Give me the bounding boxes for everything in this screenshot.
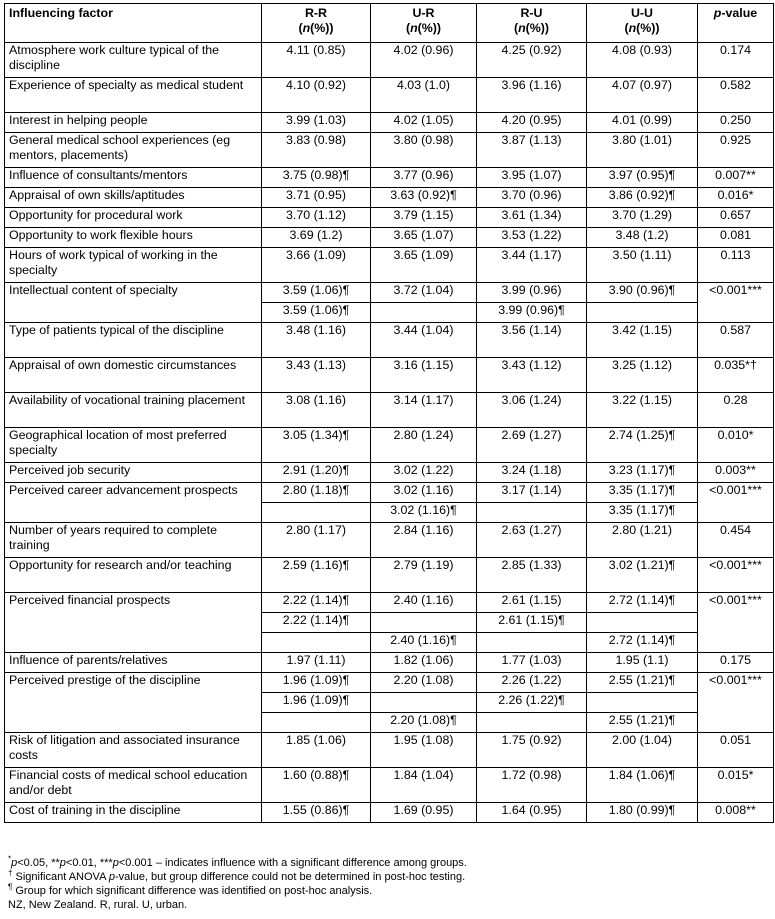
table-row: [5, 523, 774, 558]
influencing-factors-table: [4, 3, 774, 823]
uu-posthoc-cell: [587, 303, 698, 323]
uu-cell: 3.02 (1.21)¶: [587, 558, 698, 593]
pvalue-cell: 0.657: [698, 208, 774, 228]
uu-posthoc-cell: 3.35 (1.17)¶: [587, 503, 698, 523]
factor-cell: Opportunity for procedural work: [5, 208, 262, 228]
ru-cell: 3.17 (1.14): [477, 483, 587, 503]
rr-cell: 3.71 (0.95): [262, 188, 371, 208]
ru-cell: 1.75 (0.92): [477, 733, 587, 768]
footnote-anova: † Significant ANOVA p-value, but group difference could not be determined in post-hoc testing.: [8, 868, 466, 883]
uu-cell: 1.80 (0.99)¶: [587, 803, 698, 823]
rr-cell: 3.66 (1.09): [262, 248, 371, 283]
rr-posthoc-cell: [262, 713, 371, 733]
factor-cell: Appraisal of own skills/aptitudes: [5, 188, 262, 208]
ru-posthoc-cell: [477, 503, 587, 523]
rr-cell: 1.97 (1.11): [262, 653, 371, 673]
ru-cell: 3.61 (1.34): [477, 208, 587, 228]
pvalue-cell: <0.001***: [698, 483, 774, 523]
ru-posthoc-cell: 3.99 (0.96)¶: [477, 303, 587, 323]
ur-cell: 3.72 (1.04): [371, 283, 477, 303]
uu-cell: 3.50 (1.11): [587, 248, 698, 283]
table-row: [5, 558, 774, 593]
uu-cell: 3.35 (1.17)¶: [587, 483, 698, 503]
ur-cell: 2.79 (1.19): [371, 558, 477, 593]
rr-cell: 2.80 (1.18)¶: [262, 483, 371, 503]
table-row: [5, 113, 774, 133]
factor-cell: Interest in helping people: [5, 113, 262, 133]
uu-posthoc-cell: 2.72 (1.14)¶: [587, 633, 698, 653]
ru-cell: 2.63 (1.27): [477, 523, 587, 558]
pvalue-cell: 0.582: [698, 78, 774, 113]
uu-cell: 3.70 (1.29): [587, 208, 698, 228]
table-row: [5, 188, 774, 208]
rr-cell: 3.83 (0.98): [262, 133, 371, 168]
factor-cell: Cost of training in the discipline: [5, 803, 262, 823]
pvalue-cell: 0.003**: [698, 463, 774, 483]
table-row: [5, 228, 774, 248]
ur-posthoc-cell: 2.20 (1.08)¶: [371, 713, 477, 733]
factor-cell: Experience of specialty as medical student: [5, 78, 262, 113]
rr-cell: 2.91 (1.20)¶: [262, 463, 371, 483]
pvalue-cell: <0.001***: [698, 673, 774, 733]
ur-posthoc-cell: 3.02 (1.16)¶: [371, 503, 477, 523]
header-rr: R-R (n(%)): [262, 4, 371, 43]
factor-cell: Perceived job security: [5, 463, 262, 483]
ur-cell: 2.40 (1.16): [371, 593, 477, 613]
factor-cell: Perceived prestige of the discipline: [5, 673, 262, 733]
table-row: [5, 483, 774, 503]
table-row: [5, 768, 774, 803]
pvalue-cell: 0.051: [698, 733, 774, 768]
ur-cell: 3.16 (1.15): [371, 358, 477, 393]
table-row: [5, 358, 774, 393]
uu-posthoc-cell: 2.55 (1.21)¶: [587, 713, 698, 733]
pvalue-cell: 0.010*: [698, 428, 774, 463]
ur-cell: 3.63 (0.92)¶: [371, 188, 477, 208]
rr-posthoc-cell: 1.96 (1.09)¶: [262, 693, 371, 713]
ur-cell: 3.65 (1.07): [371, 228, 477, 248]
rr-cell: 3.99 (1.03): [262, 113, 371, 133]
ur-cell: 1.82 (1.06): [371, 653, 477, 673]
ru-cell: 3.06 (1.24): [477, 393, 587, 428]
table-footnotes: [8, 856, 768, 912]
pvalue-cell: 0.016*: [698, 188, 774, 208]
rr-cell: 3.43 (1.13): [262, 358, 371, 393]
ru-cell: 3.43 (1.12): [477, 358, 587, 393]
ur-cell: 3.77 (0.96): [371, 168, 477, 188]
rr-cell: 2.80 (1.17): [262, 523, 371, 558]
ru-cell: 4.20 (0.95): [477, 113, 587, 133]
ru-cell: 3.56 (1.14): [477, 323, 587, 358]
uu-cell: 3.22 (1.15): [587, 393, 698, 428]
pvalue-cell: 0.587: [698, 323, 774, 358]
uu-cell: 3.86 (0.92)¶: [587, 188, 698, 208]
ur-cell: 4.02 (0.96): [371, 43, 477, 78]
ur-cell: 2.80 (1.24): [371, 428, 477, 463]
table-row: [5, 323, 774, 358]
table-row: [5, 673, 774, 693]
rr-posthoc-cell: 2.22 (1.14)¶: [262, 613, 371, 633]
uu-cell: 3.80 (1.01): [587, 133, 698, 168]
rr-cell: 3.05 (1.34)¶: [262, 428, 371, 463]
footnote-abbreviations: NZ, New Zealand. R, rural. U, urban.: [8, 899, 188, 911]
uu-cell: 3.97 (0.95)¶: [587, 168, 698, 188]
header-pvalue: p-value: [698, 4, 774, 43]
table-row: [5, 133, 774, 168]
uu-cell: 2.74 (1.25)¶: [587, 428, 698, 463]
factor-cell: Appraisal of own domestic circumstances: [5, 358, 262, 393]
table-row: [5, 248, 774, 283]
factor-cell: Influence of parents/relatives: [5, 653, 262, 673]
pvalue-cell: 0.454: [698, 523, 774, 558]
pvalue-cell: <0.001***: [698, 593, 774, 653]
uu-cell: 2.00 (1.04): [587, 733, 698, 768]
uu-posthoc-cell: [587, 693, 698, 713]
pvalue-cell: 0.007**: [698, 168, 774, 188]
ur-cell: 4.02 (1.05): [371, 113, 477, 133]
factor-cell: Availability of vocational training placement: [5, 393, 262, 428]
ur-cell: 1.84 (1.04): [371, 768, 477, 803]
uu-cell: 2.72 (1.14)¶: [587, 593, 698, 613]
ur-cell: 3.02 (1.16): [371, 483, 477, 503]
rr-cell: 3.59 (1.06)¶: [262, 283, 371, 303]
factor-cell: Risk of litigation and associated insurance costs: [5, 733, 262, 768]
ur-cell: 3.65 (1.09): [371, 248, 477, 283]
rr-cell: 3.70 (1.12): [262, 208, 371, 228]
ur-posthoc-cell: [371, 693, 477, 713]
uu-cell: 3.42 (1.15): [587, 323, 698, 358]
rr-posthoc-cell: [262, 633, 371, 653]
ru-posthoc-cell: [477, 633, 587, 653]
factor-cell: Opportunity for research and/or teaching: [5, 558, 262, 593]
rr-posthoc-cell: 3.59 (1.06)¶: [262, 303, 371, 323]
table-row: [5, 168, 774, 188]
uu-cell: 1.95 (1.1): [587, 653, 698, 673]
ur-posthoc-cell: [371, 613, 477, 633]
table-row: [5, 593, 774, 613]
header-ru: R-U (n(%)): [477, 4, 587, 43]
pvalue-cell: 0.925: [698, 133, 774, 168]
uu-cell: 2.55 (1.21)¶: [587, 673, 698, 693]
pvalue-cell: 0.175: [698, 653, 774, 673]
factor-cell: Influence of consultants/mentors: [5, 168, 262, 188]
factor-cell: Intellectual content of specialty: [5, 283, 262, 323]
rr-cell: 3.08 (1.16): [262, 393, 371, 428]
uu-cell: 4.08 (0.93): [587, 43, 698, 78]
table-row: [5, 78, 774, 113]
ru-cell: 2.26 (1.22): [477, 673, 587, 693]
rr-cell: 1.85 (1.06): [262, 733, 371, 768]
table-row: [5, 733, 774, 768]
ru-cell: 1.72 (0.98): [477, 768, 587, 803]
pvalue-cell: 0.113: [698, 248, 774, 283]
ru-cell: 4.25 (0.92): [477, 43, 587, 78]
rr-cell: 1.55 (0.86)¶: [262, 803, 371, 823]
factor-cell: Perceived career advancement prospects: [5, 483, 262, 523]
uu-posthoc-cell: [587, 613, 698, 633]
table-row: [5, 463, 774, 483]
ru-cell: 2.85 (1.33): [477, 558, 587, 593]
table-row: [5, 393, 774, 428]
pvalue-cell: 0.008**: [698, 803, 774, 823]
factor-cell: Hours of work typical of working in the specialty: [5, 248, 262, 283]
uu-cell: 4.01 (0.99): [587, 113, 698, 133]
uu-cell: 1.84 (1.06)¶: [587, 768, 698, 803]
ur-cell: 3.80 (0.98): [371, 133, 477, 168]
ru-cell: 1.64 (0.95): [477, 803, 587, 823]
ur-cell: 4.03 (1.0): [371, 78, 477, 113]
factor-cell: General medical school experiences (eg mentors, placements): [5, 133, 262, 168]
uu-cell: 3.23 (1.17)¶: [587, 463, 698, 483]
table-row: [5, 43, 774, 78]
table-row: [5, 283, 774, 303]
ru-cell: 3.24 (1.18): [477, 463, 587, 483]
header-uu: U-U (n(%)): [587, 4, 698, 43]
factor-cell: Atmosphere work culture typical of the discipline: [5, 43, 262, 78]
header-ur: U-R (n(%)): [371, 4, 477, 43]
pvalue-cell: 0.081: [698, 228, 774, 248]
ur-cell: 2.84 (1.16): [371, 523, 477, 558]
rr-cell: 1.96 (1.09)¶: [262, 673, 371, 693]
ru-posthoc-cell: [477, 713, 587, 733]
ru-cell: 1.77 (1.03): [477, 653, 587, 673]
ur-cell: 3.79 (1.15): [371, 208, 477, 228]
ru-cell: 3.96 (1.16): [477, 78, 587, 113]
ur-cell: 1.95 (1.08): [371, 733, 477, 768]
rr-cell: 3.69 (1.2): [262, 228, 371, 248]
pvalue-cell: <0.001***: [698, 283, 774, 323]
rr-posthoc-cell: [262, 503, 371, 523]
uu-cell: 3.25 (1.12): [587, 358, 698, 393]
table-row: [5, 428, 774, 463]
rr-cell: 1.60 (0.88)¶: [262, 768, 371, 803]
uu-cell: 3.48 (1.2): [587, 228, 698, 248]
uu-cell: 2.80 (1.21): [587, 523, 698, 558]
ur-cell: 1.69 (0.95): [371, 803, 477, 823]
pvalue-cell: 0.28: [698, 393, 774, 428]
rr-cell: 4.10 (0.92): [262, 78, 371, 113]
rr-cell: 3.75 (0.98)¶: [262, 168, 371, 188]
ru-cell: 3.87 (1.13): [477, 133, 587, 168]
uu-cell: 3.90 (0.96)¶: [587, 283, 698, 303]
ur-cell: 2.20 (1.08): [371, 673, 477, 693]
ur-posthoc-cell: 2.40 (1.16)¶: [371, 633, 477, 653]
factor-cell: Perceived financial prospects: [5, 593, 262, 653]
factor-cell: Opportunity to work flexible hours: [5, 228, 262, 248]
ru-cell: 2.61 (1.15): [477, 593, 587, 613]
table-row: [5, 653, 774, 673]
table-row: [5, 208, 774, 228]
header-row: [5, 4, 774, 43]
rr-cell: 4.11 (0.85): [262, 43, 371, 78]
ru-cell: 3.95 (1.07): [477, 168, 587, 188]
rr-cell: 2.22 (1.14)¶: [262, 593, 371, 613]
pvalue-cell: 0.035*†: [698, 358, 774, 393]
ru-cell: 2.69 (1.27): [477, 428, 587, 463]
pvalue-cell: 0.174: [698, 43, 774, 78]
ru-posthoc-cell: 2.61 (1.15)¶: [477, 613, 587, 633]
pvalue-cell: 0.015*: [698, 768, 774, 803]
pvalue-cell: 0.250: [698, 113, 774, 133]
ur-cell: 3.14 (1.17): [371, 393, 477, 428]
uu-cell: 4.07 (0.97): [587, 78, 698, 113]
factor-cell: Type of patients typical of the discipline: [5, 323, 262, 358]
ru-posthoc-cell: 2.26 (1.22)¶: [477, 693, 587, 713]
table-row: [5, 803, 774, 823]
ru-cell: 3.99 (0.96): [477, 283, 587, 303]
ru-cell: 3.70 (0.96): [477, 188, 587, 208]
factor-cell: Geographical location of most preferred specialty: [5, 428, 262, 463]
rr-cell: 2.59 (1.16)¶: [262, 558, 371, 593]
rr-cell: 3.48 (1.16): [262, 323, 371, 358]
ru-cell: 3.53 (1.22): [477, 228, 587, 248]
ur-cell: 3.44 (1.04): [371, 323, 477, 358]
ur-cell: 3.02 (1.22): [371, 463, 477, 483]
pvalue-cell: <0.001***: [698, 558, 774, 593]
factor-cell: Financial costs of medical school education and/or debt: [5, 768, 262, 803]
footnote-posthoc: ¶ Group for which significant difference was identified on post-hoc analysis.: [8, 882, 373, 897]
factor-cell: Number of years required to complete training: [5, 523, 262, 558]
ru-cell: 3.44 (1.17): [477, 248, 587, 283]
ur-posthoc-cell: [371, 303, 477, 323]
header-factor: Influencing factor: [5, 4, 262, 43]
footnote-significance: *p<0.05, **p<0.01, ***p<0.001 – indicates influence with a significant difference among groups.: [8, 854, 467, 869]
